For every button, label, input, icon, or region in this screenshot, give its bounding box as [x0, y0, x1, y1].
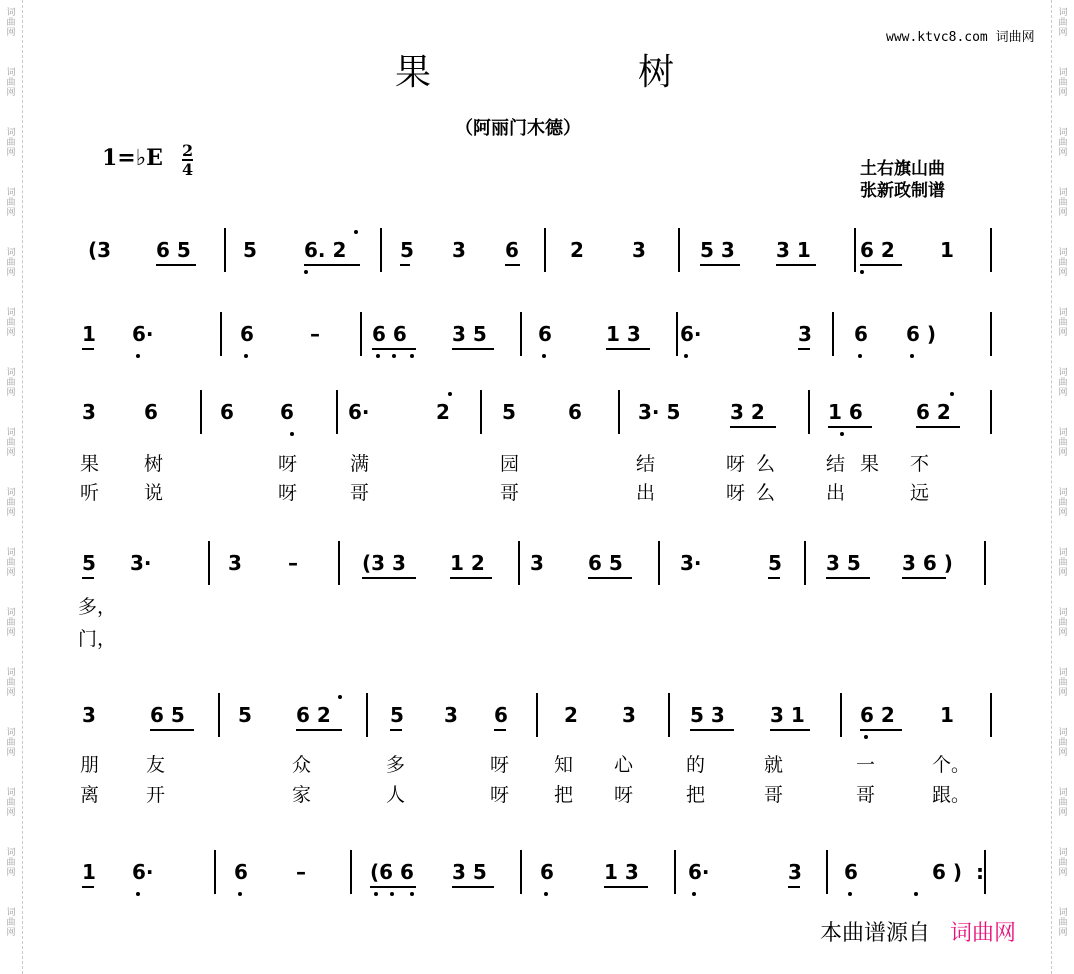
- score-row-row3: [80, 400, 1000, 440]
- score-row-row5: [80, 703, 1000, 743]
- lyric-verse2: 哥: [500, 482, 520, 504]
- watermark-mark: 词 曲 网: [6, 548, 16, 578]
- note-group: :: [976, 860, 984, 884]
- duration-underline: [370, 886, 416, 888]
- lyric-verse1: 多: [386, 754, 406, 776]
- score-row-row1: [80, 238, 1000, 278]
- note-group: 3: [82, 703, 96, 727]
- watermark-mark: 词 曲 网: [6, 308, 16, 338]
- lyric-verse2: 呀: [726, 482, 746, 504]
- octave-dot-low: [910, 354, 914, 358]
- note-group: (6 6: [370, 860, 414, 884]
- note-group: 6: [234, 860, 248, 884]
- bar-line: [658, 541, 660, 585]
- duration-underline: [505, 264, 520, 266]
- source-label: 本曲谱源自: [820, 921, 931, 946]
- duration-underline: [156, 264, 196, 266]
- note-group: 3: [798, 322, 812, 346]
- octave-dot-low: [914, 892, 918, 896]
- octave-dot-high: [338, 695, 342, 699]
- lyric-verse2: 呀: [614, 784, 634, 806]
- duration-underline: [372, 348, 416, 350]
- octave-dot-low: [244, 354, 248, 358]
- duration-underline: [82, 348, 94, 350]
- duration-underline: [296, 729, 342, 731]
- lyric-verse2: 呀: [278, 482, 298, 504]
- lyric-verse2: 把: [554, 784, 574, 806]
- octave-dot-low: [238, 892, 242, 896]
- octave-dot-low: [858, 354, 862, 358]
- lyric-verse1: 结: [826, 453, 846, 475]
- watermark-mark: 词 曲 网: [6, 428, 16, 458]
- watermark-mark: 词 曲 网: [1058, 248, 1068, 278]
- duration-underline: [826, 577, 870, 579]
- watermark-mark: 词 曲 网: [6, 668, 16, 698]
- note-group: 6. 2: [304, 238, 347, 262]
- left-margin-strip: [0, 0, 23, 974]
- bar-line: [544, 228, 546, 272]
- watermark-mark: 词 曲 网: [6, 128, 16, 158]
- duration-underline: [730, 426, 776, 428]
- watermark-mark: 词 曲 网: [6, 188, 16, 218]
- duration-underline: [150, 729, 194, 731]
- octave-dot-low: [136, 892, 140, 896]
- note-group: 6: [240, 322, 254, 346]
- lyric-verse2: 开: [146, 784, 166, 806]
- note-group: 1: [940, 238, 954, 262]
- duration-underline: [452, 348, 494, 350]
- note-group: 6 ): [932, 860, 963, 884]
- duration-underline: [82, 886, 94, 888]
- note-group: –: [296, 860, 306, 884]
- bar-line: [214, 850, 216, 894]
- bar-line: [224, 228, 226, 272]
- note-group: 3 5: [826, 551, 861, 575]
- lyric-verse1: 朋: [80, 754, 100, 776]
- lyric-verse2: 听: [80, 482, 100, 504]
- note-group: 1: [82, 322, 96, 346]
- watermark-mark: 词 曲 网: [6, 908, 16, 938]
- duration-underline: [304, 264, 360, 266]
- note-group: 6 5: [588, 551, 623, 575]
- duration-underline: [770, 729, 810, 731]
- note-group: 3 1: [776, 238, 811, 262]
- watermark-mark: 词 曲 网: [6, 488, 16, 518]
- lyric-verse1: 心: [614, 754, 634, 776]
- duration-underline: [604, 886, 648, 888]
- note-group: 5 3: [700, 238, 735, 262]
- watermark-mark: 词 曲 网: [1058, 788, 1068, 818]
- right-margin-strip: [1051, 0, 1074, 974]
- note-group: 3: [632, 238, 646, 262]
- lyric-verse2: 哥: [350, 482, 370, 504]
- note-group: 3·: [130, 551, 152, 575]
- lyric-verse2: 离: [80, 784, 100, 806]
- bar-line: [520, 312, 522, 356]
- watermark-mark: 词 曲 网: [1058, 368, 1068, 398]
- note-group: 6: [540, 860, 554, 884]
- duration-underline: [452, 886, 494, 888]
- duration-underline: [768, 577, 780, 579]
- octave-dot-low: [544, 892, 548, 896]
- note-group: 6·: [680, 322, 702, 346]
- lyric-verse1: 就: [764, 754, 784, 776]
- lyric-verse1: 友: [146, 754, 166, 776]
- lyric-verse1: 园: [500, 453, 520, 475]
- octave-dot-low: [410, 354, 414, 358]
- duration-underline: [400, 264, 410, 266]
- bar-line: [808, 390, 810, 434]
- note-group: 3: [530, 551, 544, 575]
- note-group: 3: [452, 238, 466, 262]
- bar-line: [220, 312, 222, 356]
- bar-line: [990, 693, 992, 737]
- octave-dot-low: [376, 354, 380, 358]
- bar-line: [678, 228, 680, 272]
- note-group: 2: [436, 400, 450, 424]
- watermark-mark: 词 曲 网: [1058, 848, 1068, 878]
- bar-line: [984, 850, 986, 894]
- octave-dot-low: [864, 735, 868, 739]
- duration-underline: [700, 264, 740, 266]
- note-group: 3: [228, 551, 242, 575]
- watermark-mark: 词 曲 网: [6, 8, 16, 38]
- note-group: 5: [502, 400, 516, 424]
- watermark-mark: 词 曲 网: [1058, 488, 1068, 518]
- lyric-verse2: 呀: [490, 784, 510, 806]
- lyric-verse1: 呀: [726, 453, 746, 475]
- lyric-verse1: 知: [554, 754, 574, 776]
- bar-line: [668, 693, 670, 737]
- watermark-mark: 词 曲 网: [1058, 128, 1068, 158]
- watermark-mark: 词 曲 网: [6, 68, 16, 98]
- bar-line: [676, 312, 678, 356]
- watermark-mark: 词 曲 网: [6, 788, 16, 818]
- watermark-mark: 词 曲 网: [1058, 548, 1068, 578]
- note-group: (3: [88, 238, 112, 262]
- lyric-verse2: 门，: [78, 628, 117, 650]
- duration-underline: [588, 577, 632, 579]
- octave-dot-low: [542, 354, 546, 358]
- lyric-verse1: 果: [80, 453, 100, 475]
- source-brand-link[interactable]: 词曲网: [950, 921, 1017, 946]
- score-row-row6: [80, 860, 1000, 900]
- lyric-verse2: 跟。: [932, 784, 971, 806]
- source-footer: [820, 916, 1016, 947]
- octave-dot-low: [692, 892, 696, 896]
- note-group: 3: [788, 860, 802, 884]
- note-group: 1 6: [828, 400, 863, 424]
- watermark-mark: 词 曲 网: [1058, 68, 1068, 98]
- note-group: 6: [494, 703, 508, 727]
- duration-underline: [916, 426, 960, 428]
- note-group: 6·: [348, 400, 370, 424]
- note-group: 6: [220, 400, 234, 424]
- duration-underline: [390, 729, 402, 731]
- bar-line: [674, 850, 676, 894]
- lyric-verse1: 果: [860, 453, 880, 475]
- note-group: 1 3: [606, 322, 641, 346]
- octave-dot-high: [950, 392, 954, 396]
- lyric-verse1: 一: [856, 754, 876, 776]
- note-group: 5: [400, 238, 414, 262]
- octave-dot-low: [840, 432, 844, 436]
- duration-underline: [860, 729, 902, 731]
- duration-underline: [450, 577, 492, 579]
- octave-dot-high: [354, 230, 358, 234]
- bar-line: [350, 850, 352, 894]
- watermark-mark: 词 曲 网: [1058, 728, 1068, 758]
- bar-line: [200, 390, 202, 434]
- watermark-mark: 词 曲 网: [6, 368, 16, 398]
- subtitle: （阿丽门木德）: [455, 118, 581, 139]
- note-group: 5: [243, 238, 257, 262]
- lyric-verse1: 多，: [78, 596, 117, 618]
- watermark-mark: 词 曲 网: [6, 248, 16, 278]
- lyric-verse2: 把: [686, 784, 706, 806]
- duration-underline: [494, 729, 506, 731]
- octave-dot-low: [390, 892, 394, 896]
- note-group: 3· 5: [638, 400, 681, 424]
- note-group: 6 5: [150, 703, 185, 727]
- note-group: 1 2: [450, 551, 485, 575]
- note-group: 6: [538, 322, 552, 346]
- lyric-verse2: 家: [292, 784, 312, 806]
- watermark-mark: 词 曲 网: [1058, 668, 1068, 698]
- watermark-mark: 词 曲 网: [1058, 908, 1068, 938]
- octave-dot-low: [290, 432, 294, 436]
- bar-line: [380, 228, 382, 272]
- watermark-mark: 词 曲 网: [1058, 608, 1068, 638]
- note-group: 2: [564, 703, 578, 727]
- octave-dot-low: [304, 270, 308, 274]
- duration-underline: [828, 426, 872, 428]
- octave-dot-low: [374, 892, 378, 896]
- time-bottom: 4: [182, 160, 194, 179]
- duration-underline: [362, 577, 416, 579]
- bar-line: [854, 228, 856, 272]
- lyric-verse1: 个。: [932, 754, 971, 776]
- note-group: 6·: [688, 860, 710, 884]
- bar-line: [618, 390, 620, 434]
- octave-dot-high: [448, 392, 452, 396]
- octave-dot-low: [860, 270, 864, 274]
- note-group: 3 5: [452, 860, 487, 884]
- note-group: 5: [390, 703, 404, 727]
- bar-line: [536, 693, 538, 737]
- time-signature: [182, 142, 193, 178]
- bar-line: [990, 228, 992, 272]
- bar-line: [338, 541, 340, 585]
- time-top: 2: [182, 141, 194, 160]
- bar-line: [366, 693, 368, 737]
- note-group: 2: [570, 238, 584, 262]
- lyric-verse1: 树: [144, 453, 164, 475]
- note-group: 6·: [132, 860, 154, 884]
- note-group: 6: [568, 400, 582, 424]
- note-group: 5 3: [690, 703, 725, 727]
- lyric-verse2: 么: [756, 482, 776, 504]
- note-group: 6·: [132, 322, 154, 346]
- score-row-row4: [80, 551, 1000, 591]
- bar-line: [520, 850, 522, 894]
- lyric-verse1: 满: [350, 453, 370, 475]
- duration-underline: [690, 729, 734, 731]
- note-group: 3: [622, 703, 636, 727]
- note-group: 6: [144, 400, 158, 424]
- duration-underline: [776, 264, 816, 266]
- lyric-verse1: 呀: [278, 453, 298, 475]
- bar-line: [990, 312, 992, 356]
- lyric-verse2: 出: [826, 482, 846, 504]
- title-second-char: 树: [638, 52, 675, 93]
- note-group: 5: [82, 551, 96, 575]
- note-group: 6 2: [860, 703, 895, 727]
- note-group: 1: [82, 860, 96, 884]
- lyric-verse1: 众: [292, 754, 312, 776]
- duration-underline: [798, 348, 810, 350]
- bar-line: [826, 850, 828, 894]
- note-group: –: [310, 322, 320, 346]
- lyric-verse2: 哥: [764, 784, 784, 806]
- note-group: 6: [844, 860, 858, 884]
- composer-credit: 土右旗山曲: [860, 159, 945, 179]
- bar-line: [480, 390, 482, 434]
- note-group: 5: [768, 551, 782, 575]
- note-group: 3: [444, 703, 458, 727]
- note-group: 1 3: [604, 860, 639, 884]
- lyric-verse2: 哥: [856, 784, 876, 806]
- watermark-mark: 词 曲 网: [6, 728, 16, 758]
- note-group: 3 1: [770, 703, 805, 727]
- bar-line: [518, 541, 520, 585]
- watermark-mark: 词 曲 网: [6, 608, 16, 638]
- octave-dot-low: [684, 354, 688, 358]
- lyric-verse2: 出: [636, 482, 656, 504]
- key-signature: 1=♭E: [102, 145, 163, 171]
- lyric-verse2: 说: [144, 482, 164, 504]
- octave-dot-low: [136, 354, 140, 358]
- note-group: 6: [280, 400, 294, 424]
- watermark-mark: 词 曲 网: [1058, 8, 1068, 38]
- note-group: 6 2: [296, 703, 331, 727]
- bar-line: [990, 390, 992, 434]
- lyric-verse1: 么: [756, 453, 776, 475]
- octave-dot-low: [410, 892, 414, 896]
- bar-line: [208, 541, 210, 585]
- watermark-mark: 词 曲 网: [1058, 428, 1068, 458]
- duration-underline: [82, 577, 94, 579]
- arranger-credit: 张新政制谱: [860, 181, 945, 201]
- note-group: 6 5: [156, 238, 191, 262]
- note-group: 3 6 ): [902, 551, 953, 575]
- duration-underline: [788, 886, 800, 888]
- octave-dot-low: [848, 892, 852, 896]
- lyric-verse2: 人: [386, 784, 406, 806]
- note-group: 3·: [680, 551, 702, 575]
- watermark-mark: 词 曲 网: [1058, 308, 1068, 338]
- lyric-verse1: 的: [686, 754, 706, 776]
- bar-line: [336, 390, 338, 434]
- lyric-verse1: 结: [636, 453, 656, 475]
- note-group: 6 ): [906, 322, 937, 346]
- bar-line: [360, 312, 362, 356]
- note-group: –: [288, 551, 298, 575]
- octave-dot-low: [392, 354, 396, 358]
- score-row-row2: [80, 322, 1000, 362]
- duration-underline: [606, 348, 650, 350]
- duration-underline: [902, 577, 946, 579]
- note-group: 3 5: [452, 322, 487, 346]
- bar-line: [218, 693, 220, 737]
- lyric-verse1: 呀: [490, 754, 510, 776]
- note-group: 5: [238, 703, 252, 727]
- note-group: 6 6: [372, 322, 407, 346]
- watermark-mark: 词 曲 网: [6, 848, 16, 878]
- note-group: 3 2: [730, 400, 765, 424]
- duration-underline: [860, 264, 902, 266]
- site-url: www.ktvc8.com 词曲网: [886, 30, 1035, 45]
- lyric-verse2: 远: [910, 482, 930, 504]
- note-group: 6 2: [860, 238, 895, 262]
- note-group: 6: [854, 322, 868, 346]
- bar-line: [804, 541, 806, 585]
- bar-line: [832, 312, 834, 356]
- note-group: 1: [940, 703, 954, 727]
- lyric-verse1: 不: [910, 453, 930, 475]
- bar-line: [984, 541, 986, 585]
- title-first-char: 果: [395, 52, 432, 93]
- note-group: (3 3: [362, 551, 406, 575]
- watermark-mark: 词 曲 网: [1058, 188, 1068, 218]
- bar-line: [840, 693, 842, 737]
- note-group: 6 2: [916, 400, 951, 424]
- note-group: 6: [505, 238, 519, 262]
- note-group: 3: [82, 400, 96, 424]
